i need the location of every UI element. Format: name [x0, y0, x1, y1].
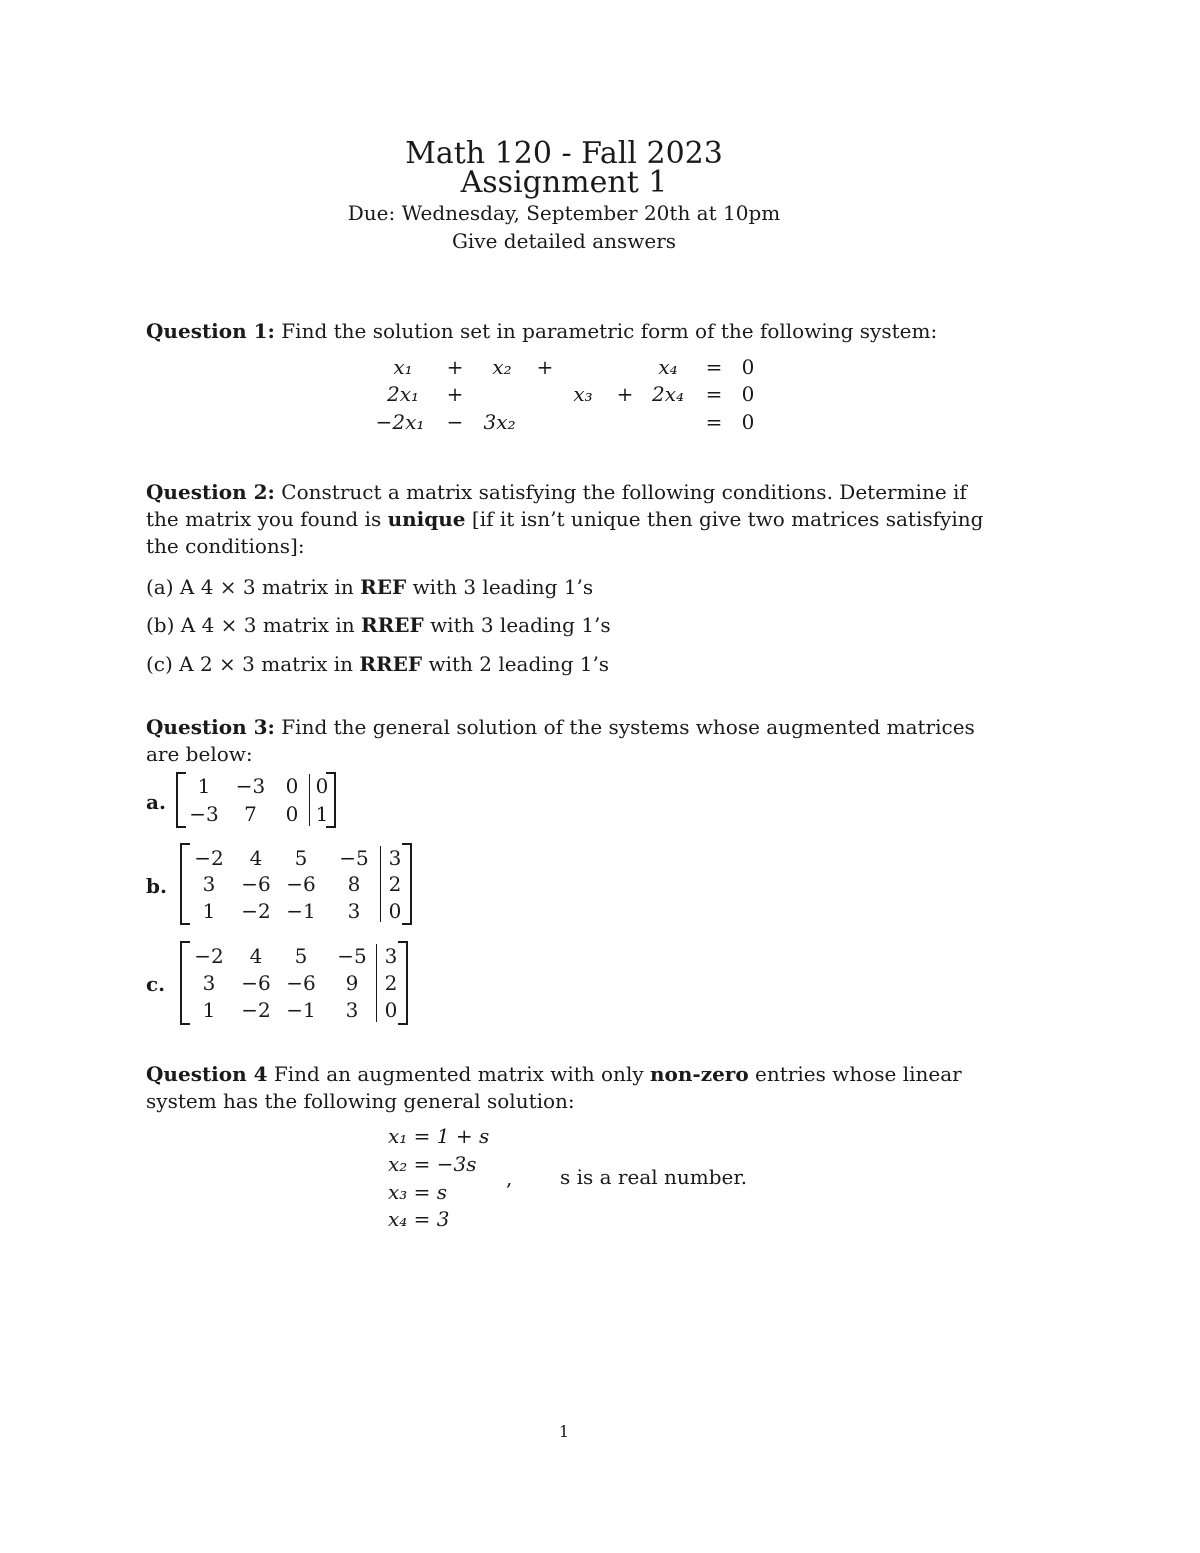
matrix-cell: −3 [235, 774, 266, 798]
item-form: RREF [361, 613, 424, 637]
system-equals: = [705, 382, 723, 406]
system-operator: + [446, 355, 464, 379]
system-term: 2x₁ [386, 382, 420, 406]
system-rhs: 0 [741, 410, 755, 434]
matrix-cell: −6 [241, 971, 271, 995]
matrix-cell: −6 [286, 971, 316, 995]
matrix-cell: 1 [315, 802, 329, 826]
matrix-cell: −5 [339, 846, 369, 870]
system-term: x₁ [393, 355, 413, 379]
solution-line: x₂ = −3s [388, 1152, 477, 1176]
question-2-text: Construct a matrix satisfying the following conditions. Determine if the matrix you found is [146, 480, 967, 531]
question-2-label: Question 2: [146, 480, 275, 504]
matrix-c-label: c. [146, 972, 166, 996]
matrix-cell: 0 [315, 774, 329, 798]
matrix-cell: 1 [202, 899, 216, 923]
question-4-text-continued: entries whose linear system has the following general solution: [146, 1062, 962, 1113]
question-2-text-continued: [if it isn’t unique then give two matrices satisfying the conditions]: [146, 507, 984, 558]
matrix-cell: 0 [388, 899, 402, 923]
system-operator: + [616, 382, 634, 406]
system-rhs: 0 [741, 382, 755, 406]
item-prefix: (b) A 4 × 3 matrix in [146, 613, 355, 637]
augment-divider [309, 774, 310, 826]
solution-comma: , [506, 1166, 513, 1190]
system-term: x₄ [658, 355, 678, 379]
system-operator: + [536, 355, 554, 379]
matrix-cell: 2 [388, 872, 402, 896]
matrix-cell: 8 [347, 872, 361, 896]
item-form: REF [360, 575, 407, 599]
course-title: Math 120 - Fall 2023 [405, 136, 723, 171]
augment-divider [380, 846, 381, 922]
augment-divider [376, 944, 377, 1022]
matrix-cell: 0 [285, 802, 299, 826]
matrix-cell: −2 [194, 846, 224, 870]
matrix-a-label: a. [146, 790, 166, 814]
question-4-label: Question 4 [146, 1062, 268, 1086]
matrix-cell: 3 [345, 998, 359, 1022]
matrix-cell: −5 [337, 944, 367, 968]
item-suffix: with 3 leading 1’s [412, 575, 594, 599]
matrix-cell: 0 [384, 998, 398, 1022]
system-term: 3x₂ [483, 410, 516, 434]
matrix-a [176, 772, 336, 828]
item-suffix: with 3 leading 1’s [430, 613, 611, 637]
item-form: RREF [359, 652, 423, 676]
assignment-title: Assignment 1 [460, 165, 668, 200]
matrix-cell: 3 [202, 872, 216, 896]
matrix-cell: −1 [286, 899, 316, 923]
item-prefix: (a) A 4 × 3 matrix in [146, 575, 354, 599]
system-operator: + [446, 382, 464, 406]
matrix-cell: 5 [294, 846, 308, 870]
question-4-text: Find an augmented matrix with only [273, 1062, 644, 1086]
matrix-cell: 9 [345, 971, 359, 995]
matrix-cell: 4 [249, 944, 263, 968]
matrix-cell: 2 [384, 971, 398, 995]
system-term: −2x₁ [375, 410, 425, 434]
question-1-label: Question 1: [146, 319, 275, 343]
question-2 [146, 479, 986, 560]
matrix-cell: −1 [286, 998, 316, 1022]
question-4-emphasis: non-zero [650, 1062, 749, 1086]
solution-line: x₄ = 3 [388, 1207, 450, 1231]
question-3-label: Question 3: [146, 715, 275, 739]
solution-line: x₃ = s [388, 1180, 448, 1204]
item-prefix: (c) A 2 × 3 matrix in [146, 652, 354, 676]
matrix-cell: 4 [249, 846, 263, 870]
question-1 [146, 318, 986, 345]
question-2-item-b [146, 612, 986, 639]
system-equals: = [705, 410, 723, 434]
question-2-item-a [146, 574, 986, 601]
question-4 [146, 1061, 986, 1115]
system-term: x₂ [492, 355, 512, 379]
matrix-cell: −2 [194, 944, 224, 968]
question-3 [146, 714, 986, 768]
item-suffix: with 2 leading 1’s [428, 652, 610, 676]
matrix-cell: −2 [241, 998, 271, 1022]
matrix-b [180, 843, 412, 925]
matrix-cell: 0 [285, 774, 299, 798]
matrix-cell: −2 [241, 899, 271, 923]
system-term: 2x₄ [651, 382, 685, 406]
matrix-b-label: b. [146, 874, 167, 898]
instructions-note: Give detailed answers [451, 229, 677, 253]
matrix-cell: −6 [286, 872, 316, 896]
matrix-cell: 7 [244, 802, 257, 826]
matrix-cell: 3 [384, 944, 398, 968]
matrix-cell: 3 [202, 971, 216, 995]
question-1-text: Find the solution set in parametric form of the following system: [281, 319, 938, 343]
system-rhs: 0 [741, 355, 755, 379]
question-2-item-c [146, 651, 986, 678]
matrix-cell: −3 [189, 802, 219, 826]
system-equals: = [705, 355, 723, 379]
matrix-c [180, 941, 408, 1025]
matrix-cell: 1 [197, 774, 211, 798]
matrix-cell: 3 [347, 899, 361, 923]
matrix-cell: −6 [241, 872, 271, 896]
question-3-text: Find the general solution of the systems whose augmented matrices are below: [146, 715, 975, 766]
matrix-cell: 5 [294, 944, 308, 968]
system-term: x₃ [573, 382, 593, 406]
question-2-emphasis: unique [387, 507, 466, 531]
solution-line: x₁ = 1 + s [388, 1124, 490, 1148]
parameter-note: s is a real number. [560, 1165, 748, 1189]
due-date: Due: Wednesday, September 20th at 10pm [347, 201, 781, 225]
system-operator: − [446, 410, 464, 434]
matrix-cell: 3 [388, 846, 402, 870]
page-number: 1 [558, 1422, 570, 1441]
matrix-cell: 1 [202, 998, 216, 1022]
